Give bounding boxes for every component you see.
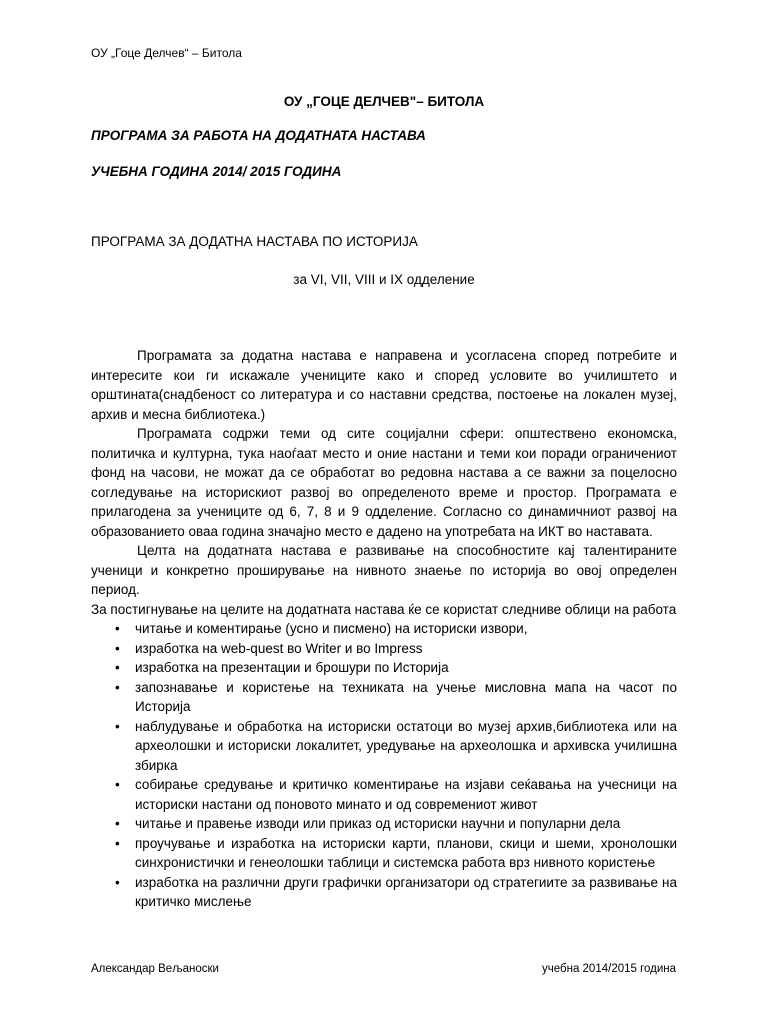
intro-paragraph: За постигнување на целите на додатната настава ќе се користат следниве облици на работа	[91, 601, 677, 617]
paragraph-3: Целта на додатната настава е развивање на способностите кај талентираните ученици и конкретно проширување на нивното знаење по историја во овој определен период.	[91, 543, 677, 597]
footer-author: Александар Вељаноски	[91, 963, 219, 975]
list-item: • собирање средување и критичко коментирање на изјави сеќавања на учесници на историски настани од поновото минато и од современиот живот	[115, 777, 677, 812]
program-title: ПРОГРАМА ЗА РАБОТА НА ДОДАТНАТА НАСТАВА	[91, 128, 426, 143]
bullet-icon: •	[115, 718, 120, 734]
grades-line: за VI, VII, VIII и IX одделение	[293, 272, 475, 287]
list-item: • читање и коментирање (усно и писмено) на историски извори,	[91, 619, 677, 639]
list-item: • читање и правење изводи или приказ од историски научни и популарни дела	[91, 814, 677, 834]
footer-year: учебна 2014/2015 година	[542, 963, 677, 975]
subject-title: ПРОГРАМА ЗА ДОДАТНА НАСТАВА ПО ИСТОРИЈА	[91, 234, 418, 249]
list-item: • изработка на презентации и брошури по Историја	[91, 658, 677, 678]
paragraph-2: Програмата содржи теми од сите социјални сфери: општествено економска, политичка и културна, тука наоѓаат место и оние настани и теми кои поради ограничениот фонд на часови, не можат да се обработат во редовна настава а се важни за поцелосно согледување на историскиот развој во определеното време и простор. Програмата е прилагодена за учениците од 6, 7, 8 и 9 одделение. Согласно со динамичниот развој на образованието оваа година значајно место е дадено на употребата на ИКТ во наставата.	[91, 426, 677, 539]
list-item: • проучување и изработка на историски карти, планови, скици и шеми, хронолошки синхронистички и генеолошки таблици и системска работа врз нивното користење	[115, 835, 677, 870]
bullet-icon: •	[115, 621, 120, 636]
list-item: • запознавање и користење на техниката на учење мисловна мапа на часот по Историја	[115, 679, 677, 714]
bullet-icon: •	[115, 816, 120, 831]
list-item: • наблудување и обработка на историски остатоци во музеј архив,библиотека или на археолошки и историски локалитет, уредување на археолошка и архивска училишна збирка	[115, 718, 677, 773]
list-item: • изработка на web-quest во Writer и во Impress	[91, 639, 677, 659]
bullet-icon: •	[115, 777, 120, 792]
school-year-title: УЧЕБНА ГОДИНА 2014/ 2015 ГОДИНА	[91, 164, 342, 179]
bullet-icon: •	[115, 835, 120, 851]
document-body	[91, 346, 677, 912]
paragraph-1: Програмата за додатна настава е направена и усогласена според потребите и интересите кои ги искажале учениците како и според условите во училиштето и орштината(снадбеност со литература и со наставни средства, постоење на локален музеј, архив и месна библиотека.)	[91, 348, 677, 422]
bullet-icon: •	[115, 640, 120, 656]
bullet-icon: •	[115, 660, 120, 675]
bullet-icon: •	[115, 874, 120, 890]
page-header: ОУ „Гоце Делчев“ – Битола	[91, 46, 242, 60]
school-title: ОУ „ГОЦЕ ДЕЛЧЕВ"– БИТОЛА	[283, 94, 485, 109]
methods-list	[91, 619, 677, 912]
list-item: • изработка на различни други графички организатори од стратегиите за развивање на критичко мислење	[115, 874, 677, 909]
bullet-icon: •	[115, 679, 120, 695]
